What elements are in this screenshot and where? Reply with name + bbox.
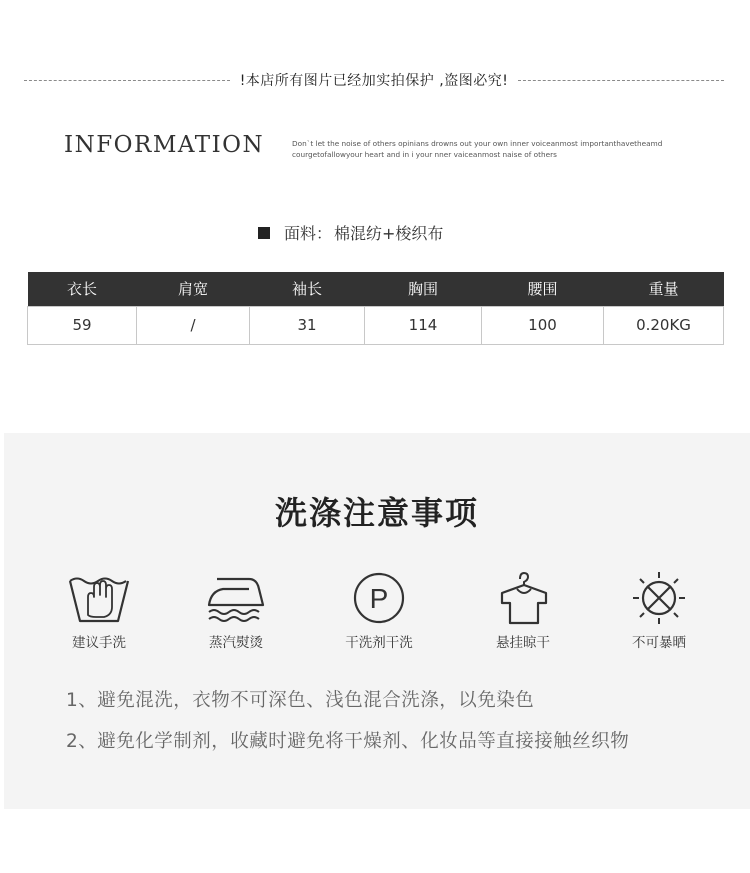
notice-text: !本店所有图片已经加实拍保护 ,盗图必究! — [239, 73, 509, 89]
header-waist: 腰围 — [482, 272, 604, 306]
left-dashed-divider — [24, 80, 230, 81]
cell-weight: 0.20KG — [604, 306, 724, 344]
hand-wash-icon — [66, 571, 132, 625]
care-note: 1、避免混洗，衣物不可深色、浅色混合洗涤，以免染色 — [66, 690, 535, 711]
care-item-steam-iron — [181, 571, 291, 651]
description-line: Don`t let the noise of others opinians drowns out your own inner voiceanmost importanthavetheamd — [292, 139, 663, 148]
table-row — [28, 306, 724, 344]
fabric-label: 面料： — [284, 224, 333, 243]
right-dashed-divider — [518, 80, 724, 81]
steam-iron-icon — [203, 571, 269, 625]
care-item-dry-clean — [324, 571, 434, 651]
bullet-square-icon — [258, 227, 270, 239]
care-label: 蒸汽熨烫 — [209, 635, 263, 651]
information-description — [292, 138, 712, 160]
cell-length: 59 — [28, 306, 137, 344]
fabric-value: 棉混纺+梭织布 — [334, 224, 444, 243]
size-table-header — [28, 272, 724, 306]
svg-text:P: P — [369, 583, 389, 614]
care-label: 不可暴晒 — [632, 635, 686, 651]
care-section — [4, 433, 750, 809]
care-item-no-sun — [604, 571, 714, 651]
no-sun-icon — [626, 571, 692, 625]
care-title: 洗涤注意事项 — [274, 494, 479, 532]
header-length: 衣长 — [28, 272, 137, 306]
cell-waist: 100 — [482, 306, 604, 344]
care-label: 悬挂晾干 — [496, 635, 550, 651]
care-label: 干洗剂干洗 — [345, 635, 413, 651]
fabric-info — [258, 221, 443, 244]
header-weight: 重量 — [604, 272, 724, 306]
description-line: courgetofallowyour heart and in i your nner vaiceanmost naise of others — [292, 150, 557, 159]
cell-sleeve: 31 — [250, 306, 365, 344]
header-shoulder: 肩宽 — [137, 272, 250, 306]
hang-dry-icon — [490, 571, 556, 625]
care-item-hand-wash — [44, 571, 154, 651]
care-label: 建议手洗 — [72, 635, 126, 651]
header-chest: 胸围 — [365, 272, 482, 306]
copyright-notice — [24, 68, 724, 92]
care-item-hang-dry — [468, 571, 578, 651]
header-sleeve: 袖长 — [250, 272, 365, 306]
information-heading: INFORMATION — [64, 132, 265, 158]
dry-clean-icon — [346, 571, 412, 625]
size-table — [27, 272, 724, 345]
care-note: 2、避免化学制剂，收藏时避免将干燥剂、化妆品等直接接触丝织物 — [66, 731, 630, 752]
cell-chest: 114 — [365, 306, 482, 344]
cell-shoulder: / — [137, 306, 250, 344]
